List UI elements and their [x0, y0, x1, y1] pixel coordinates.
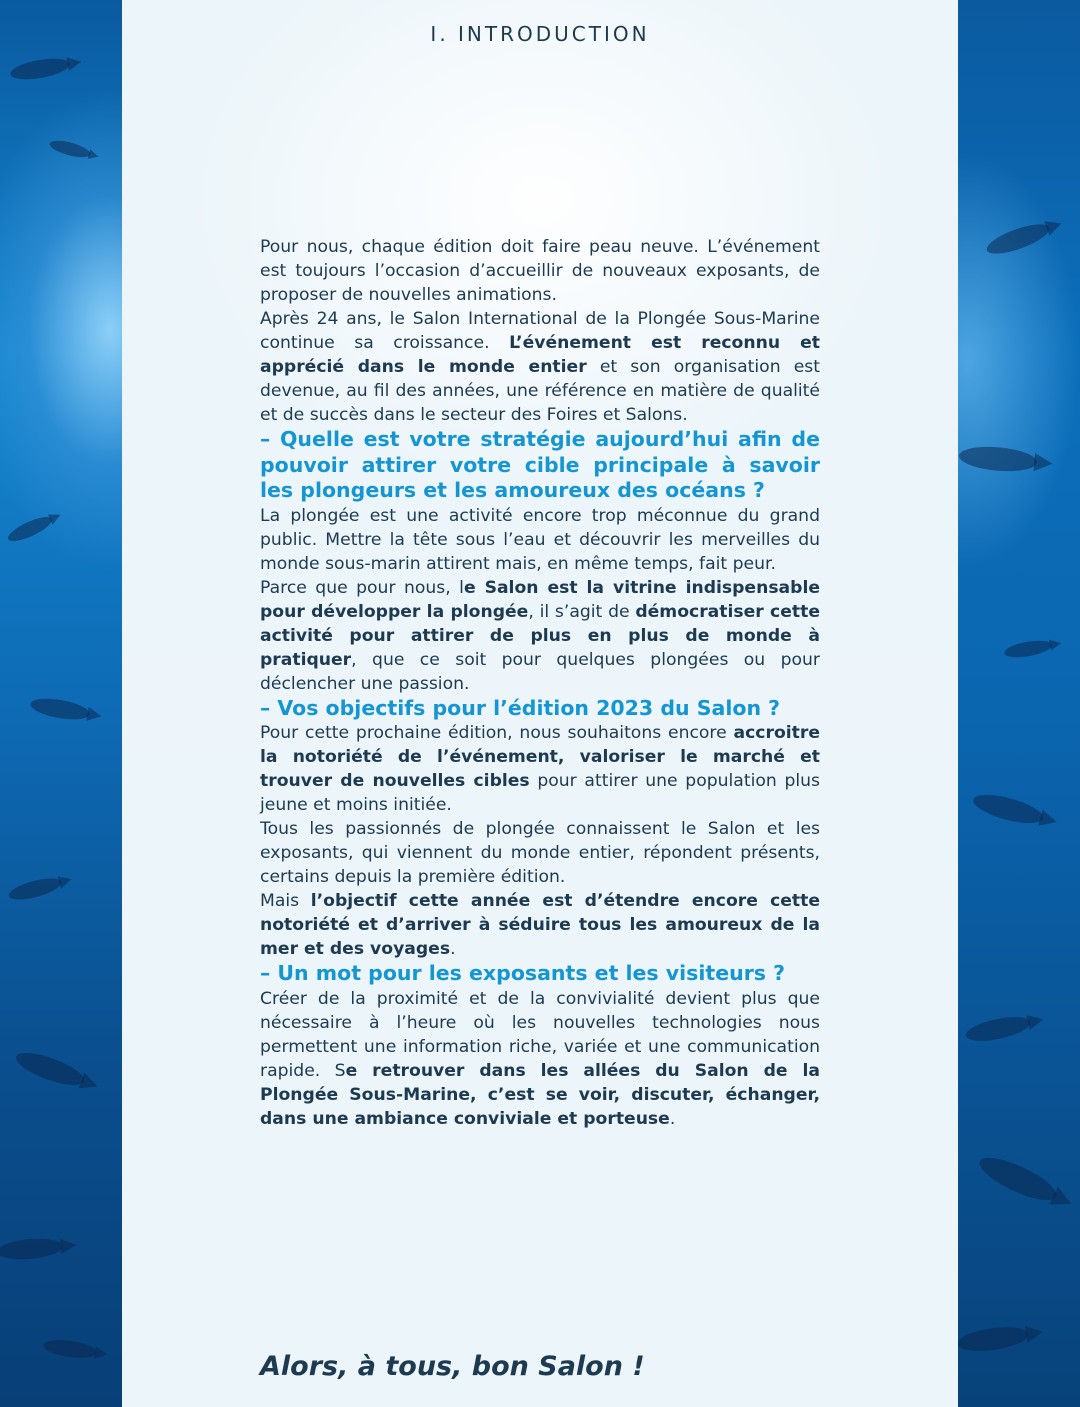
closing-line: Alors, à tous, bon Salon ! [260, 1351, 645, 1382]
paragraph-intro: Pour nous, chaque édition doit faire peau neuve. L’événement est toujours l’occasion d’accueillir de nouveaux exposants, de proposer de nouvelles animations. [260, 237, 820, 305]
bold-span: e Salon est la vitrine indispensable pour développer la plongée [260, 577, 820, 622]
bold-span: L’événement est reconnu et apprécié dans le monde entier [260, 333, 820, 377]
fish-icon [970, 789, 1045, 828]
bold-span: accroitre la notoriété de l’événement, valoriser le marché et trouver de nouvelles cibles [260, 723, 820, 791]
text-span: Mais [260, 891, 311, 911]
fish-icon [29, 695, 91, 723]
fish-icon [1003, 638, 1053, 661]
section-title: I. INTRODUCTION [430, 22, 650, 46]
fish-icon [975, 1150, 1062, 1208]
fish-icon [984, 218, 1053, 259]
article-body [260, 235, 820, 1131]
paragraph-growth [260, 307, 820, 427]
fish-icon [9, 55, 71, 83]
fish-icon [5, 512, 55, 545]
bold-span: l’objectif cette année est d’étendre encore cette notoriété et d’arriver à séduire tous les amoureux de la mer et des voyages [260, 891, 821, 959]
paragraph-diving-unknown: La plongée est une activité encore trop méconnue du grand public. Mettre la tête sous l’eau et découvrir les merveilles du monde sous-marin attirent mais, en même temps, fait peur. [260, 505, 820, 574]
ocean-background-right [958, 0, 1080, 1407]
paragraph-goal [260, 889, 820, 961]
text-span: . [669, 1108, 676, 1129]
bold-span: e retrouver dans les allées du Salon de la Plongée Sous-Marine, c’est se voir, discuter, échanger, dans une ambiance conviviale et porteuse [260, 1060, 820, 1129]
text-span: et son organisation est devenue, au fil des années, une référence en matière de qualité et de succès dans le secteur des Foires et Salons. [260, 357, 820, 425]
article-panel [122, 0, 958, 1407]
question-strategy: – Quelle est votre stratégie aujourd’hui afin de pouvoir attirer votre cible principale à savoir les plongeurs et les amoureux des océans ? [260, 427, 820, 502]
text-span: Après 24 ans, le Salon International de la Plongée Sous-Marine continue sa croissance. [260, 309, 820, 353]
paragraph-conviviality [260, 987, 820, 1131]
text-span: Pour cette prochaine édition, nous souhaitons encore [260, 723, 734, 743]
paragraph-next-edition [260, 721, 820, 817]
fish-icon [42, 1337, 98, 1361]
paragraph-democratize [260, 576, 820, 696]
paragraph-exhibitors: Tous les passionnés de plongée connaissent le Salon et les exposants, qui viennent du monde entier, répondent présents, certains depuis la première édition. [260, 819, 820, 887]
text-span: , que ce soit pour quelques plongées ou pour déclencher une passion. [260, 649, 820, 694]
text-span: . [450, 939, 456, 959]
fish-icon [7, 874, 63, 904]
fish-icon [958, 1323, 1030, 1354]
question-objectives: – Vos objectifs pour l’édition 2023 du Salon ? [260, 695, 781, 720]
fish-icon [12, 1047, 87, 1092]
text-span: Créer de la proximité et de la convivialité devient plus que nécessaire à l’heure où les nouvelles technologies nous permettent une information riche, variée et une communication rapide. S [260, 988, 820, 1081]
fish-icon [0, 1236, 64, 1261]
text-span: Parce que pour nous, l [260, 577, 464, 598]
text-span: pour attirer une population plus jeune et moins initiée. [260, 771, 820, 815]
fish-icon [48, 137, 92, 160]
text-span: , il s’agit de [528, 601, 636, 622]
ocean-background-left [0, 0, 122, 1407]
bold-span: démocratiser cette activité pour attirer de plus en plus de monde à pratiquer [260, 601, 820, 670]
fish-icon [958, 444, 1038, 474]
fish-icon [964, 1012, 1033, 1045]
question-message: – Un mot pour les exposants et les visiteurs ? [260, 961, 786, 985]
